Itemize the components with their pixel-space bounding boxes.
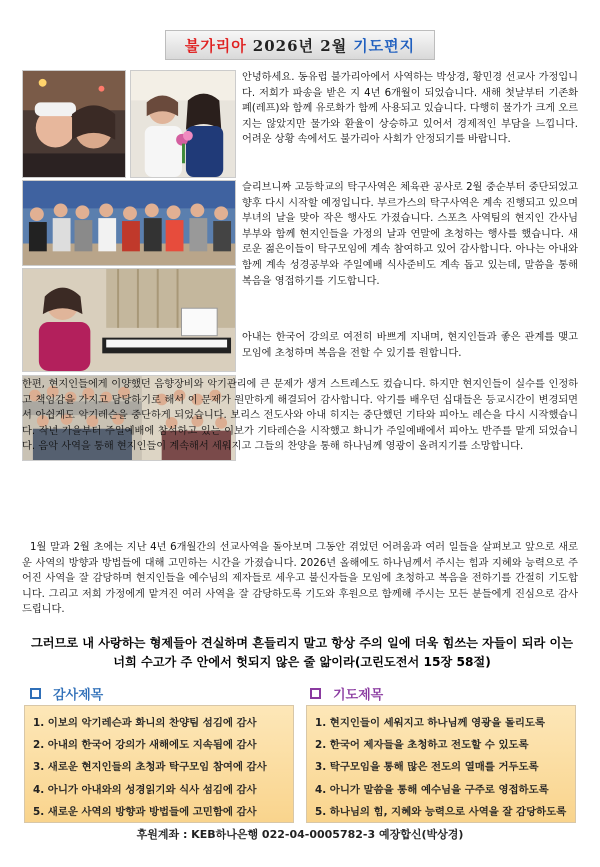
paragraph-greeting: 안녕하세요. 동유럽 불가리아에서 사역하는 박상경, 황민경 선교사 가정입니다. 저희가 파송을 받은 지 4년 6개월이 되었습니다. 새해 첫날부터 기존화폐(레프)와 함께 유로화가 함께 사용되고 있습니다. 다행히 물가가 크게 오르지는 않았지만 물가와 환율이 상승하고 있어서 경제적인 부담을 느낍니다. 어려운 상황 속에서도 불가리아 사회가 안정되기를 바랍니다. — [242, 72, 578, 146]
prayer-list — [306, 705, 576, 823]
thanks-heading — [30, 684, 103, 703]
list-item: 2. 한국어 제자들을 초청하고 전도할 수 있도록 — [315, 739, 529, 752]
piano-lesson-photo — [22, 268, 236, 372]
thanks-list — [24, 705, 294, 823]
paragraph-korean-class: 아내는 한국어 강의로 여전히 바쁘게 지내며, 현지인들과 좋은 관계를 맺고 모임에 초청하며 복음을 전할 수 있기를 원합니다. — [242, 332, 578, 359]
list-item: 1. 이보의 악기레슨과 화니의 찬양팀 섬김에 감사 — [33, 717, 257, 729]
list-item: 4. 아니가 아내와의 성경읽기와 식사 섬김에 감사 — [33, 783, 257, 796]
list-item: 3. 탁구모임을 통해 많은 전도의 열매를 거두도록 — [315, 761, 539, 774]
list-item: 4. 아니가 말씀을 통해 예수님을 구주로 영접하도록 — [315, 783, 549, 796]
title-date: 2026년 2월 — [252, 36, 348, 55]
paragraph-reflection: 1월 말과 2월 초에는 지난 4년 6개월간의 선교사역을 돌아보며 그동안 겪었던 어려움과 여러 일들을 살펴보고 앞으로 새로운 사역의 방향과 방법들에 대해 고민하는 시간을 가졌습니다. 2026년 올해에도 하나님께서 주시는 힘과 지혜와 능력으로 주어진 사역을 잘 감당하며 현지인들을 예수님의 제자들로 세우고 불신자들을 모임에 초청하고 복음을 전하기를 간절히 기도합니다. 그리고 저희 가정에게 맡겨진 여러 사역을 잘 감당하도록 기도와 후원으로 함께해 주시는 모든 분들에게 진심으로 감사드립니다. — [22, 542, 578, 616]
music-ministry-text: 한편, 현지인들에게 이양했던 음향장비와 악기관리에 큰 문제가 생겨 스트레스도 컸습니다. 하지만 현지인들이 실수를 인정하고 책임감을 가지고 담당하기로 해서 이 문제가 원만하게 해결되어 감사합니다. 악기를 배우던 십대들은 등교시간이 변경되면서 아쉽게도 악기레슨을 중단하게 되었습니다. 보리스 전도사와 아내 히지는 중단했던 기타와 피아노 레슨을 다시 시작했습니다. 작년 가을부터 주일예배에 참석하고 있는 이보가 기타레슨을 시작했고 화니가 주일예배에서 피아노 반주를 맡게 되었습니다. 음악 사역을 통해 현지인들이 계속해서 세워지고 그들의 찬양을 통해 하나님께 영광이 올려지기를 소망합니다. — [22, 379, 578, 453]
table-tennis-group-photo — [22, 180, 236, 266]
couple-selfie-photo — [22, 70, 126, 178]
donation-account: 후원계좌 : KEB하나은행 022-04-0005782-3 예장합신(박상경) — [136, 828, 464, 841]
list-item: 3. 새로운 현지인들의 초청과 탁구모임 참여에 감사 — [33, 761, 267, 774]
couple-flowers-photo — [130, 70, 236, 178]
list-item: 5. 새로운 사역의 방향과 방법들에 고민함에 감사 — [33, 805, 257, 818]
checkbox-square-icon — [30, 688, 41, 699]
list-item: 5. 하나님의 힘, 지혜와 능력으로 사역을 잘 감당하도록 — [315, 805, 567, 818]
paragraph-table-tennis: 슬리브니짜 고등학교의 탁구사역은 체육관 공사로 2월 중순부터 중단되었고 향후 다시 시작할 예정입니다. 부르가스의 탁구사역은 계속 진행되고 있으며 부녀의 날을 맞아 작은 행사도 가졌습니다. 스포츠 사역팀의 현지인 간사님 부부와 함께 현지인들을 가정의 날과 연말에 초청하는 행사를 했습니다. 새로운 젊은이들이 탁구모임에 계속 참여하고 있어 감사합니다. 아나는 아내와 함께 계속 성경공부와 주일예배 식사준비도 계속 돕고 있는데, 말씀을 통해 복음을 영접하기를 기도합니다. — [242, 182, 578, 287]
thanks-title: 감사제목 — [53, 688, 104, 703]
title-country: 불가리아 — [184, 36, 247, 55]
list-item: 2. 아내의 한국어 강의가 새해에도 지속됨에 감사 — [33, 739, 257, 752]
title-kind: 기도편지 — [353, 36, 416, 55]
letter-title — [165, 30, 435, 60]
list-item: 1. 현지인들이 세워지고 하나님께 영광을 돌리도록 — [315, 717, 546, 729]
paragraph-music-ministry — [22, 377, 578, 455]
prayer-title: 기도제목 — [333, 688, 384, 703]
checkbox-square-icon — [310, 688, 321, 699]
prayer-heading — [310, 684, 383, 703]
bible-verse: 그러므로 내 사랑하는 형제들아 견실하며 흔들리지 말고 항상 주의 일에 더욱 힘쓰는 자들이 되라 이는 너희 수고가 주 안에서 헛되지 않은 줄 앎이라(고린도전서 15장 58절) — [30, 636, 574, 669]
